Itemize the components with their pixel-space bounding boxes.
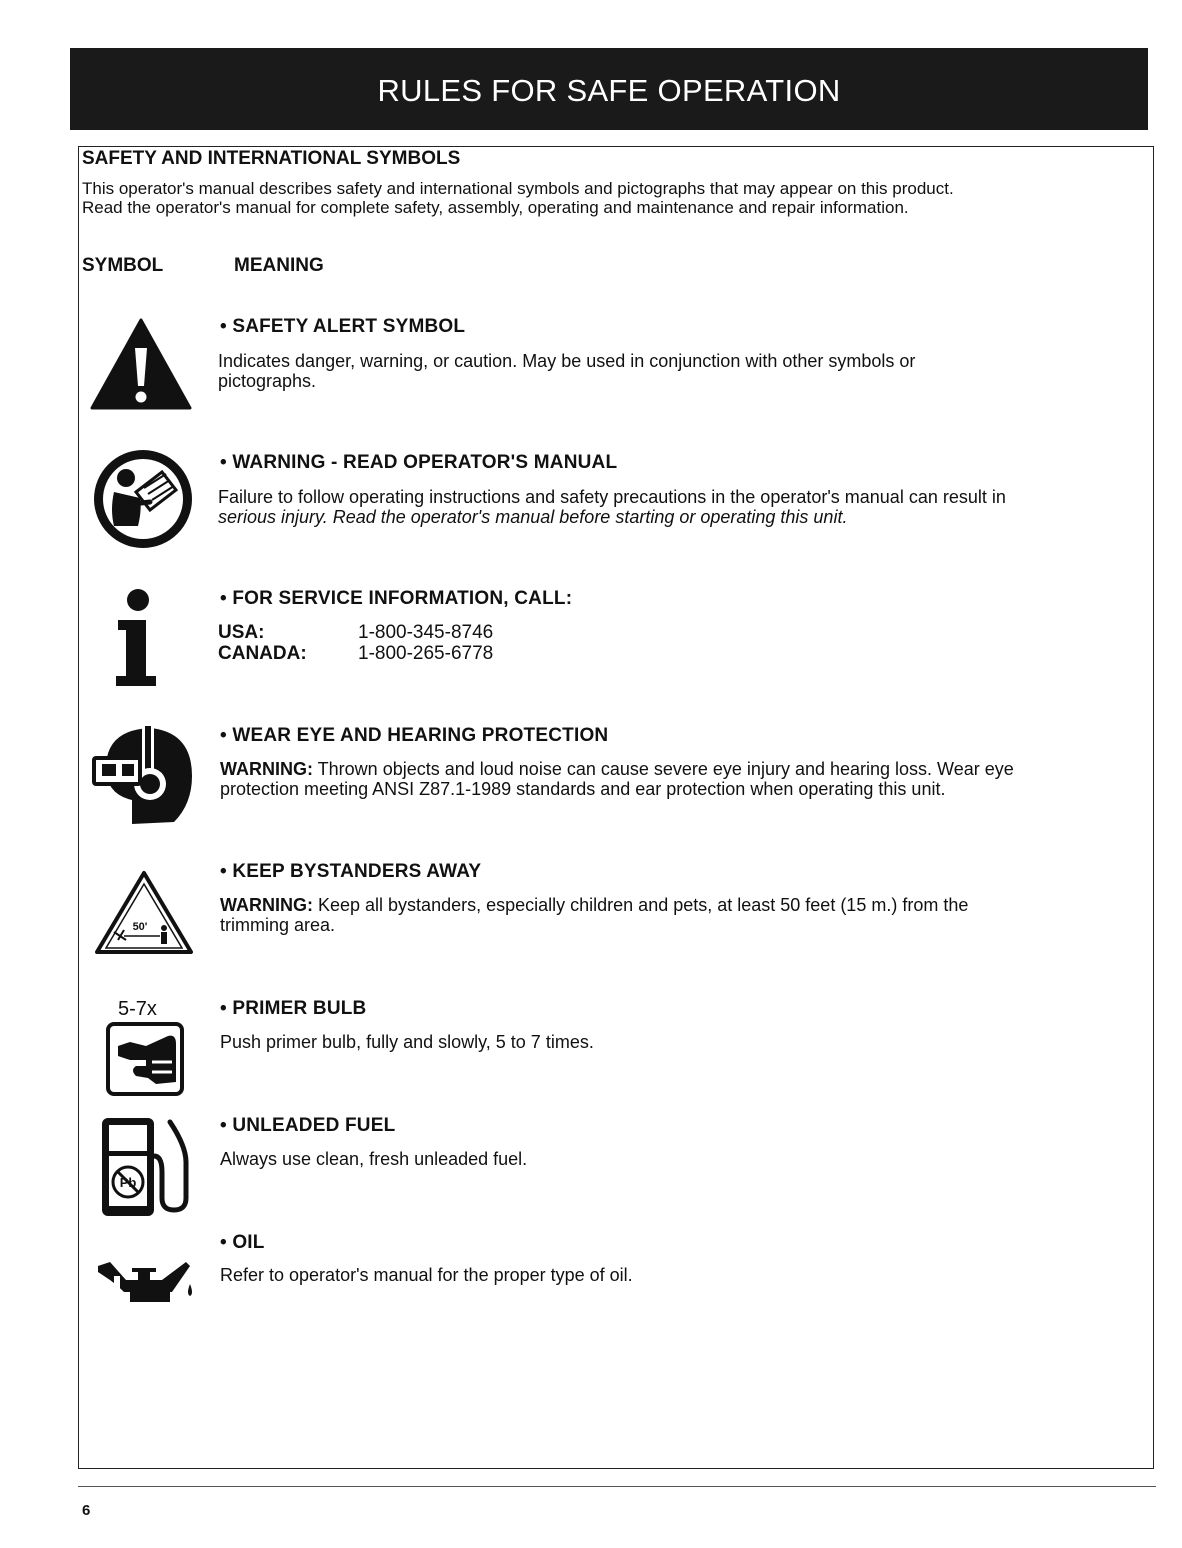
entry-body-line: trimming area. [220,915,336,935]
entry-body-eye-hearing-protection [220,759,1150,799]
entry-body-keep-bystanders-away [220,895,1140,935]
footer-rule [78,1486,1156,1487]
entry-body-line: pictographs. [218,371,317,391]
unleaded-fuel-pump-icon [100,1116,194,1218]
phone-label: CANADA: [218,643,307,664]
entry-body-line [220,895,1140,915]
phone-number: 1-800-265-6778 [358,643,494,664]
phone-label: USA: [218,622,265,643]
entry-title-safety-alert: • SAFETY ALERT SYMBOL [220,316,466,337]
entry-body-line: serious injury. Read the operator's manual before starting or operating this unit. [218,507,848,527]
entry-body-line: Failure to follow operating instructions and safety precautions in the operator's manual can result in [218,487,1006,507]
entry-body-unleaded-fuel: Always use clean, fresh unleaded fuel. [220,1149,528,1169]
primer-count-caption: 5-7x [118,998,157,1020]
fuel-lead-symbol: Pb [119,1175,137,1190]
intro-line-2: Read the operator's manual for complete safety, assembly, operating and maintenance and repair information. [82,198,909,217]
entry-body-line: Indicates danger, warning, or caution. May be used in conjunction with other symbols or [218,351,916,371]
safety-alert-triangle-icon [90,318,192,410]
column-header-meaning: MEANING [234,255,324,276]
entry-body-safety-alert [218,351,1138,391]
phone-number: 1-800-345-8746 [358,622,494,643]
entry-title-primer-bulb: • PRIMER BULB [220,998,367,1019]
section-intro [82,179,1142,217]
page-title: RULES FOR SAFE OPERATION [377,73,841,108]
intro-line-1: This operator's manual describes safety and international symbols and pictographs that may appear on this product. [82,179,954,198]
entry-body-oil: Refer to operator's manual for the proper type of oil. [220,1265,633,1285]
entry-title-oil: • OIL [220,1232,265,1253]
phone-usa [218,622,493,643]
oil-can-icon [96,1258,198,1306]
warning-text: Keep all bystanders, especially children and pets, at least 50 feet (15 m.) from the [313,895,969,915]
page-number: 6 [82,1502,91,1519]
warning-text: Thrown objects and loud noise can cause severe eye injury and hearing loss. Wear eye [313,759,1014,779]
primer-bulb-icon [106,1022,184,1096]
warning-label: WARNING: [220,895,313,915]
entry-body-primer-bulb: Push primer bulb, fully and slowly, 5 to 7 times. [220,1032,594,1052]
information-icon [110,588,162,688]
entry-title-read-manual: • WARNING - READ OPERATOR'S MANUAL [220,452,618,473]
entry-title-service-info: • FOR SERVICE INFORMATION, CALL: [220,588,573,609]
entry-title-keep-bystanders-away: • KEEP BYSTANDERS AWAY [220,861,482,882]
bystander-distance-caption: 50' [132,921,148,933]
entry-body-read-manual [218,487,1148,527]
page-header [70,48,1148,130]
entry-title-unleaded-fuel: • UNLEADED FUEL [220,1115,396,1136]
entry-body-line [220,759,1150,779]
column-header-symbol: SYMBOL [82,255,164,276]
warning-label: WARNING: [220,759,313,779]
keep-bystanders-away-icon [94,870,194,956]
section-title: SAFETY AND INTERNATIONAL SYMBOLS [82,148,461,169]
service-phone-list [218,622,493,664]
entry-title-eye-hearing-protection: • WEAR EYE AND HEARING PROTECTION [220,725,609,746]
read-manual-icon [92,448,194,550]
eye-hearing-protection-icon [92,724,196,828]
phone-canada [218,643,493,664]
entry-body-line: protection meeting ANSI Z87.1-1989 standards and ear protection when operating this unit. [220,779,946,799]
